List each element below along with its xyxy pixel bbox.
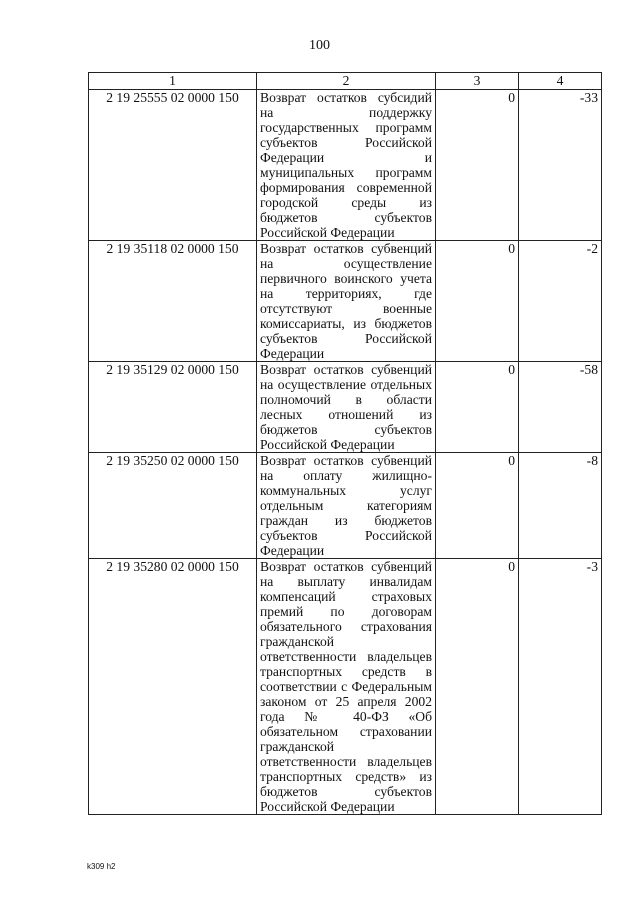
column-4-value-cell: -8 xyxy=(519,453,602,559)
column-4-value-cell: -58 xyxy=(519,362,602,453)
column-3-value-cell: 0 xyxy=(436,241,519,362)
table-row xyxy=(89,453,602,559)
table-row xyxy=(89,559,602,815)
table-header-row xyxy=(89,73,602,90)
column-3-value-cell: 0 xyxy=(436,362,519,453)
column-header-2: 2 xyxy=(257,73,436,90)
page-number: 100 xyxy=(309,38,330,53)
column-4-value-cell: -2 xyxy=(519,241,602,362)
column-header-3: 3 xyxy=(436,73,519,90)
column-4-value-cell: -3 xyxy=(519,559,602,815)
table-row xyxy=(89,241,602,362)
budget-code-cell: 2 19 35129 02 0000 150 xyxy=(89,362,257,453)
column-header-1: 1 xyxy=(89,73,257,90)
column-3-value-cell: 0 xyxy=(436,453,519,559)
budget-code-cell: 2 19 35250 02 0000 150 xyxy=(89,453,257,559)
description-cell: Возврат остатков субвенций на осуществление первичного воинского учета на территориях, где отсутствуют военные комиссариаты, из бюджетов субъектов Российской Федерации xyxy=(257,241,436,362)
description-cell: Возврат остатков субсидий на поддержку государственных программ субъектов Российской Федерации и муниципальных программ формирования современной городской среды из бюджетов субъектов Российской Федерации xyxy=(257,90,436,241)
column-4-value-cell: -33 xyxy=(519,90,602,241)
description-cell: Возврат остатков субвенций на осуществление отдельных полномочий в области лесных отношений из бюджетов субъектов Российской Федерации xyxy=(257,362,436,453)
budget-code-cell: 2 19 35280 02 0000 150 xyxy=(89,559,257,815)
column-3-value-cell: 0 xyxy=(436,559,519,815)
budget-code-cell: 2 19 35118 02 0000 150 xyxy=(89,241,257,362)
description-cell: Возврат остатков субвенций на выплату инвалидам компенсаций страховых премий по договорам обязательного страхования гражданской ответственности владельцев транспортных средств в соответствии с Федеральным законом от 25 апреля 2002 года № 40-ФЗ «Об обязательном страховании гражданской ответственности владельцев транспортных средств» из бюджетов субъектов Российской Федерации xyxy=(257,559,436,815)
budget-table xyxy=(88,72,602,815)
document-footer-code: k309 h2 xyxy=(87,862,116,871)
column-header-4: 4 xyxy=(519,73,602,90)
table-row xyxy=(89,90,602,241)
description-cell: Возврат остатков субвенций на оплату жилищно-коммунальных услуг отдельным категориям граждан из бюджетов субъектов Российской Федерации xyxy=(257,453,436,559)
column-3-value-cell: 0 xyxy=(436,90,519,241)
table-row xyxy=(89,362,602,453)
budget-code-cell: 2 19 25555 02 0000 150 xyxy=(89,90,257,241)
